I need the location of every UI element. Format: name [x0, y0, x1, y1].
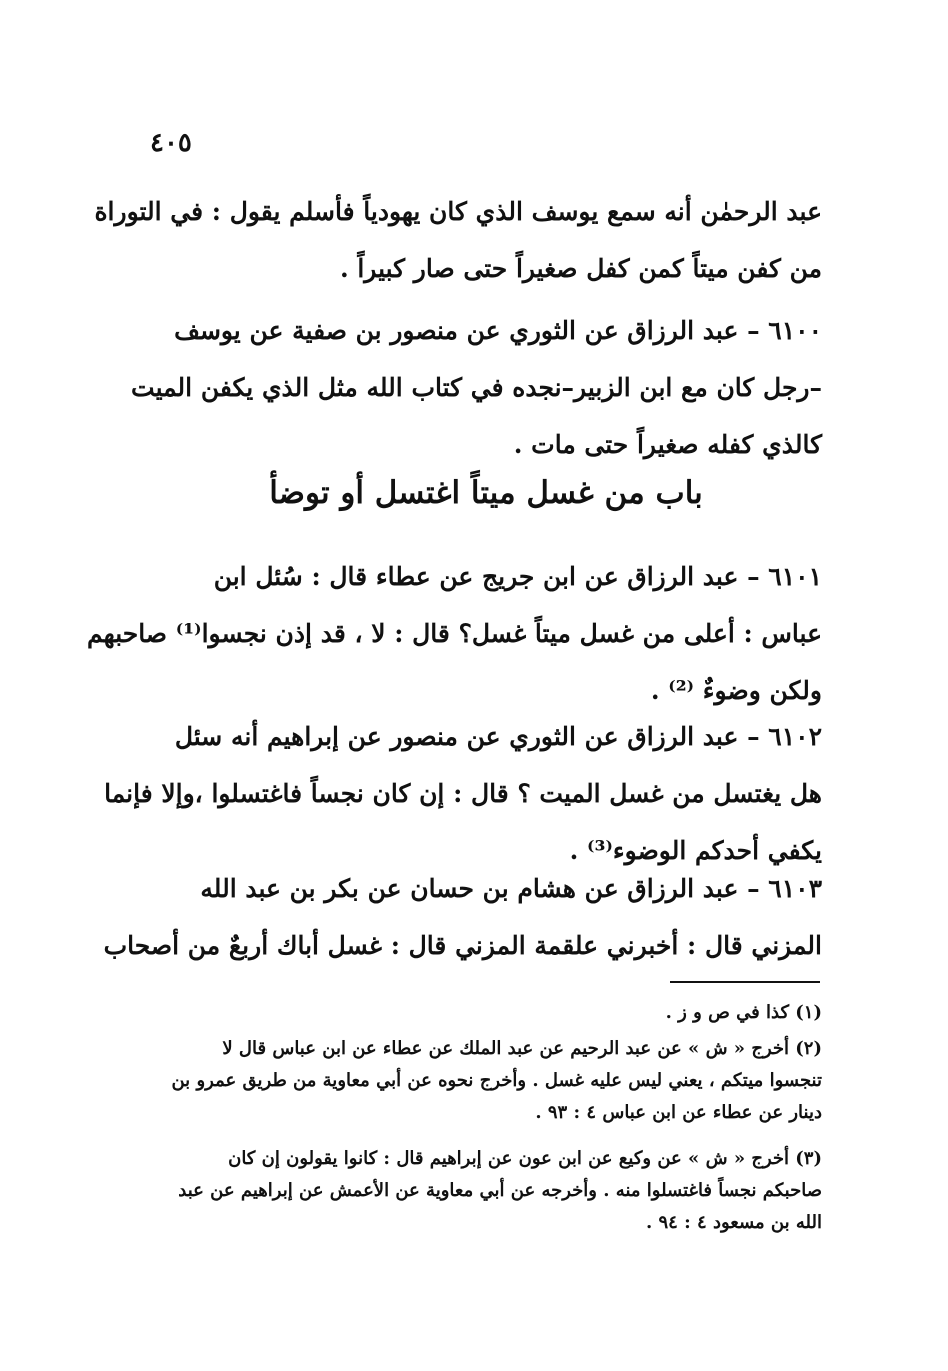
footnote-line: الله بن مسعود ٤ : ٩٤ .	[645, 1212, 822, 1233]
text-line: ٦١٠١ – عبد الرزاق عن ابن جريج عن عطاء قال : سُئل ابن	[213, 562, 822, 591]
text-line: هل يغتسل من غسل الميت ؟ قال : إن كان نجساً فاغتسلوا ،وإلا فإنما	[104, 779, 822, 808]
text-line: عباس : أعلى من غسل ميتاً غسل؟ قال : لا ، قد إذن نجسوا⁽¹⁾ صاحبهم	[87, 619, 822, 648]
text-line: ٦١٠٣ – عبد الرزاق عن هشام بن حسان عن بكر بن عبد الله	[200, 874, 822, 903]
text-line: ٦١٠٢ – عبد الرزاق عن الثوري عن منصور عن إبراهيم أنه سئل	[174, 722, 822, 751]
text-line: ٦١٠٠ – عبد الرزاق عن الثوري عن منصور بن صفية عن يوسف	[174, 316, 822, 345]
footnote-3	[150, 1143, 822, 1239]
footnote-line: (٣) أخرج « ش » عن وكيع عن ابن عون عن إبراهيم قال : كانوا يقولون إن كان	[228, 1148, 822, 1169]
text-line: ولكن وضوءٌ ⁽²⁾ .	[650, 676, 822, 705]
hadith-6103	[103, 860, 822, 974]
text-line: المزني قال : أخبرني علقمة المزني قال : غسل أباك أربعٌ من أصحاب	[103, 931, 822, 960]
text-line: كالذي كفله صغيراً حتى مات .	[513, 430, 822, 459]
footnote-line: صاحبكم نجساً فاغتسلوا منه . وأخرجه عن أبي معاوية عن الأعمش عن إبراهيم عن عبد	[178, 1180, 822, 1201]
paragraph-continuation	[94, 183, 822, 297]
text-line: يكفي أحدكم الوضوء⁽³⁾ .	[569, 836, 822, 865]
hadith-6101	[87, 548, 822, 719]
footnote-rule	[670, 981, 820, 983]
text-line: من كفن ميتاً كمن كفل صغيراً حتى صار كبيراً .	[339, 254, 822, 283]
footnote-line: (١) كذا في ص و ز .	[665, 1002, 822, 1023]
footnote-line: (٢) أخرج « ش » عن عبد الرحيم عن عبد الملك عن عطاء عن ابن عباس قال لا	[222, 1038, 822, 1059]
footnote-2	[150, 1033, 822, 1129]
section-heading: باب من غسل ميتاً اغتسل أو توضأ	[269, 475, 703, 511]
footnote-1	[150, 997, 822, 1029]
page-number: ٤٠٥	[150, 128, 192, 158]
footnote-line: تنجسوا ميتكم ، يعني ليس عليه غسل . وأخرج نحوه عن أبي معاوية من طريق عمرو بن	[171, 1070, 822, 1091]
footnote-line: دينار عن عطاء عن ابن عباس ٤ : ٩٣ .	[535, 1102, 822, 1123]
hadith-6102	[104, 708, 822, 879]
text-line: عبد الرحمٰن أنه سمع يوسف الذي كان يهودياً فأسلم يقول : في التوراة	[94, 197, 822, 226]
hadith-6100	[131, 302, 822, 473]
text-line: –رجل كان مع ابن الزبير–نجده في كتاب الله مثل الذي يكفن الميت	[131, 373, 822, 402]
